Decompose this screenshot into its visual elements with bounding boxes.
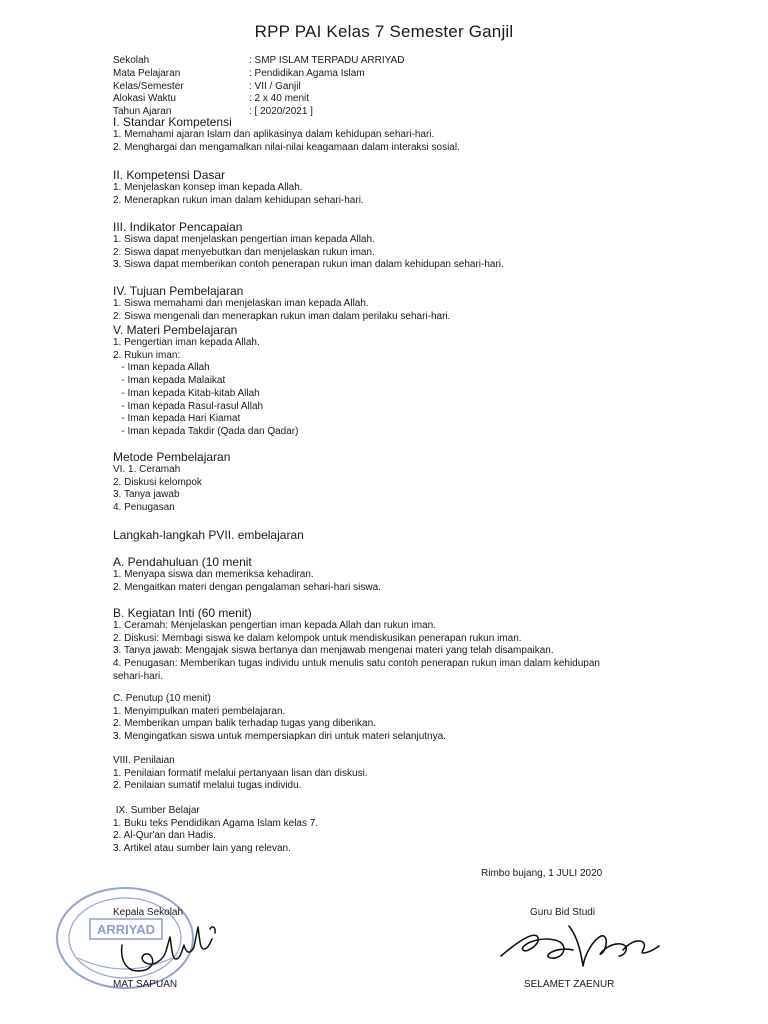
- document-title: RPP PAI Kelas 7 Semester Ganjil: [254, 22, 514, 41]
- list-item: 1. Siswa dapat menjelaskan pengertian iman kepada Allah.: [113, 234, 375, 245]
- section-heading: C. Penutup (10 menit): [113, 693, 211, 704]
- list-item: 1. Ceramah: Menjelaskan pengertian iman kepada Allah dan rukun iman.: [113, 620, 436, 631]
- identity-label: Tahun Ajaran: [113, 106, 172, 118]
- list-item: 2. Al-Qur'an dan Hadis.: [113, 830, 217, 842]
- list-item: 2. Penilaian sumatif melalui tugas individu.: [113, 780, 302, 792]
- list-item: 3. Siswa dapat memberikan contoh penerapan rukun iman dalam kehidupan sehari-hari.: [113, 259, 504, 271]
- headmaster-signature: [112, 915, 217, 977]
- section-sumber: [113, 805, 673, 856]
- section-heading: B. Kegiatan Inti (60 menit): [113, 606, 252, 620]
- list-item: 2. Diskusi: Membagi siswa ke dalam kelompok untuk mendiskusikan penerapan rukun iman.: [113, 632, 522, 644]
- identity-label: Sekolah: [113, 55, 150, 66]
- list-item: - Iman kepada Malaikat: [113, 375, 226, 387]
- identity-value: : [ 2020/2021 ]: [249, 106, 313, 118]
- list-item: 1. Menyimpulkan materi pembelajaran.: [113, 705, 286, 717]
- list-item: 1. Memahami ajaran Islam dan aplikasinya dalam kehidupan sehari-hari.: [113, 129, 435, 140]
- list-item: 2. Menerapkan rukun iman dalam kehidupan sehari-hari.: [113, 194, 364, 206]
- identity-label: Mata Pelajaran: [113, 67, 181, 79]
- section-langkah: [113, 528, 673, 542]
- list-item: 1. Buku teks Pendidikan Agama Islam kelas 7.: [113, 817, 319, 829]
- section-penilaian: [113, 755, 673, 793]
- list-item: 3. Mengingatkan siswa untuk mempersiapkan diri untuk materi selanjutnya.: [113, 731, 446, 743]
- list-item: 1. Penilaian formatif melalui pertanyaan lisan dan diskusi.: [113, 767, 368, 779]
- section-heading: IV. Tujuan Pembelajaran: [113, 284, 244, 298]
- list-item: 3. Artikel atau sumber lain yang relevan.: [113, 843, 291, 855]
- identity-value: : Pendidikan Agama Islam: [249, 67, 365, 79]
- section-heading: VIII. Penilaian: [113, 755, 175, 766]
- list-item: 2. Diskusi kelompok: [113, 476, 202, 488]
- section-heading: Langkah-langkah PVII. embelajaran: [113, 528, 304, 542]
- section-penutup: [113, 693, 673, 744]
- list-item: 1. Pengertian iman kepada Allah.: [113, 337, 260, 348]
- section-kegiatan-inti: [113, 606, 673, 684]
- place-date: Rimbo bujang, 1 JULI 2020: [481, 868, 603, 879]
- list-item: - Iman kepada Takdir (Qada dan Qadar): [113, 425, 299, 437]
- section-heading: A. Pendahuluan (10 menit: [113, 555, 252, 569]
- list-item: 2. Memberikan umpan balik terhadap tugas yang diberikan.: [113, 718, 376, 730]
- list-item: 2. Mengaitkan materi dengan pengalaman sehari-hari siswa.: [113, 581, 381, 593]
- teacher-signature: [497, 906, 661, 980]
- list-item: - Iman kepada Hari Kiamat: [113, 413, 241, 425]
- identity-value: : 2 x 40 menit: [249, 93, 310, 105]
- list-item: 2. Rukun iman:: [113, 349, 181, 361]
- list-item: VI. 1. Ceramah: [113, 464, 181, 475]
- teacher-title: Guru Bid Studi: [530, 907, 596, 918]
- section-heading: II. Kompetensi Dasar: [113, 168, 226, 182]
- section-materi: [113, 323, 673, 439]
- section-pendahuluan: [113, 555, 673, 594]
- list-item: 2. Menghargai dan mengamalkan nilai-nilai keagamaan dalam interaksi sosial.: [113, 141, 460, 153]
- list-item: 4. Penugasan: Memberikan tugas individu untuk menulis satu contoh penerapan rukun iman dalam kehidupan sehari-hari.: [113, 658, 600, 682]
- list-item: 3. Tanya jawab: Mengajak siswa bertanya dan menjawab mengenai materi yang telah disampaikan.: [113, 645, 554, 657]
- list-item: 1. Menyapa siswa dan memeriksa kehadiran.: [113, 569, 314, 580]
- headmaster-name: MAT SAPUAN: [113, 979, 178, 990]
- list-item: - Iman kepada Rasul-rasul Allah: [113, 400, 264, 412]
- section-heading: III. Indikator Pencapaian: [113, 220, 243, 234]
- stamp-text: ARRIYAD: [96, 922, 156, 937]
- list-item: 2. Siswa mengenali dan menerapkan rukun iman dalam perilaku sehari-hari.: [113, 310, 451, 322]
- section-tujuan: [113, 284, 673, 323]
- identity-label: Kelas/Semester: [113, 80, 184, 92]
- section-heading: V. Materi Pembelajaran: [113, 323, 238, 337]
- headmaster-title: Kepala Sekolah: [113, 907, 184, 918]
- identity-value: : VII / Ganjil: [249, 80, 301, 92]
- list-item: - Iman kepada Kitab-kitab Allah: [113, 387, 260, 399]
- section-metode: [113, 450, 673, 515]
- list-item: - Iman kepada Allah: [113, 362, 210, 374]
- section-heading: Metode Pembelajaran: [113, 450, 231, 464]
- section-kompetensi-dasar: [113, 168, 673, 207]
- section-standar-kompetensi: [113, 115, 673, 154]
- list-item: 1. Siswa memahami dan menjelaskan iman kepada Allah.: [113, 298, 369, 309]
- list-item: 4. Penugasan: [113, 502, 175, 514]
- identity-label: Alokasi Waktu: [113, 93, 176, 105]
- teacher-name: SELAMET ZAENUR: [524, 979, 615, 990]
- identity-value: : SMP ISLAM TERPADU ARRIYAD: [249, 55, 405, 66]
- list-item: 3. Tanya jawab: [113, 489, 180, 501]
- section-heading: IX. Sumber Belajar: [113, 805, 200, 816]
- section-heading: I. Standar Kompetensi: [113, 115, 232, 129]
- section-indikator: [113, 220, 673, 272]
- list-item: 1. Menjelaskan konsep iman kepada Allah.: [113, 182, 303, 193]
- list-item: 2. Siswa dapat menyebutkan dan menjelaskan rukun iman.: [113, 246, 375, 258]
